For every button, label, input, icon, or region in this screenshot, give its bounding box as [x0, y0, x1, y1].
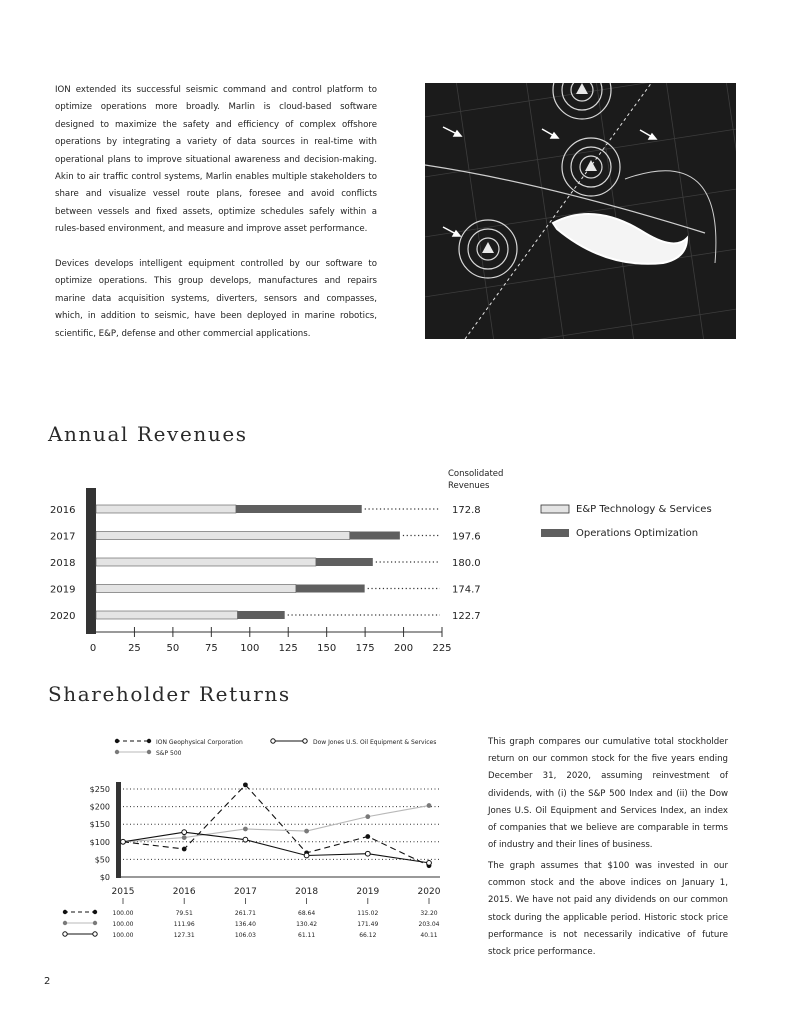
x-tick-label-2019: 2019: [356, 887, 380, 897]
bar-ep-2017: [96, 532, 350, 540]
y-tick-label-0: $0: [99, 873, 110, 882]
x-tick-label-125: 125: [278, 643, 298, 654]
y-tick-label-100: $100: [89, 837, 110, 847]
x-tick-label-200: 200: [394, 643, 414, 654]
point-ion-2017: [243, 782, 248, 787]
returns-description-paragraph: This graph compares our cumulative total stockholder return on our common stock for the five years ending December 31, 2020, assuming reinvestment of dividends, with (i) the S&P 500 Index and (ii) the Dow Jones U.S. Oil Equipment and Services Index, an index of companies that we believe are comparable in terms of industry and their lines of business.: [488, 737, 728, 851]
y-tick-label-50: $50: [94, 855, 110, 865]
shareholder-returns-title: Shareholder Returns: [48, 682, 291, 706]
x-tick-label-2015: 2015: [111, 887, 135, 897]
legend-dowjones: [271, 739, 437, 746]
x-tick-label-50: 50: [166, 643, 180, 654]
x-tick-label-225: 225: [432, 643, 452, 654]
table-cell-sp500-2020: 203.04: [418, 921, 440, 928]
table-cell-ion-2016: 79.51: [175, 910, 193, 917]
table-key-ion: [63, 910, 97, 914]
table-cell-dowjones-2015: 100.00: [112, 932, 134, 939]
legend-label-sp500: S&P 500: [156, 750, 182, 757]
series-line-ion: [123, 785, 429, 866]
total-label-2018: 180.0: [452, 558, 481, 569]
point-dowjones-2020: [427, 860, 432, 865]
legend-swatch-ep: [541, 505, 569, 513]
bar-ops-2019: [296, 585, 365, 593]
bar-ep-2020: [96, 611, 237, 619]
table-cell-ion-2018: 68.64: [298, 910, 316, 917]
table-cell-dowjones-2019: 66.12: [359, 932, 377, 939]
table-cell-ion-2020: 32.20: [420, 910, 438, 917]
intro-paragraph-devices: Devices develops intelligent equipment controlled by our software to optimize operations. This group develops, manufactures and repairs marine data acquisition systems, diverters, sensors and compasses, which, in addition to seismic, have been deployed in marine robotics, scientific, E&P, defense and other commercial applications.: [55, 259, 377, 339]
x-tick-label-175: 175: [355, 643, 375, 654]
table-cell-dowjones-2020: 40.11: [420, 932, 438, 939]
series-line-dowjones: [123, 832, 429, 863]
consolidated-label-line2: Revenues: [448, 481, 490, 491]
y-tick-label-150: $150: [89, 820, 110, 830]
legend-label-ion: ION Geophysical Corporation: [156, 739, 243, 746]
legend-ion: [115, 739, 243, 746]
year-label-2019: 2019: [50, 584, 76, 596]
bar-ops-2017: [350, 532, 400, 540]
x-tick-label-2018: 2018: [295, 887, 319, 897]
table-cell-ion-2015: 100.00: [112, 910, 134, 917]
x-tick-label-2020: 2020: [417, 887, 441, 897]
point-sp500-2016: [182, 835, 187, 840]
legend-label-ops: Operations Optimization: [576, 528, 699, 539]
x-tick-label-25: 25: [128, 643, 141, 654]
annual-revenues-title: Annual Revenues: [48, 422, 248, 446]
point-sp500-2017: [243, 827, 248, 832]
point-sp500-2018: [304, 829, 309, 834]
consolidated-label-line1: Consolidated: [448, 469, 504, 479]
legend-label-dowjones: Dow Jones U.S. Oil Equipment & Services: [313, 739, 437, 746]
table-key-dowjones: [63, 932, 97, 936]
shareholder-returns-chart: [0, 728, 470, 948]
point-ion-2019: [365, 834, 370, 839]
table-cell-dowjones-2017: 106.03: [234, 932, 256, 939]
point-dowjones-2016: [182, 830, 187, 835]
table-cell-sp500-2019: 171.49: [357, 921, 379, 928]
legend-swatch-ops: [541, 529, 569, 537]
point-sp500-2020: [427, 803, 432, 808]
annual-revenues-chart: [0, 460, 786, 660]
bar-ops-2020: [237, 611, 284, 619]
total-label-2016: 172.8: [452, 505, 481, 516]
x-tick-label-100: 100: [240, 643, 260, 654]
table-cell-ion-2019: 115.02: [357, 910, 379, 917]
legend-label-ep: E&P Technology & Services: [576, 504, 712, 515]
point-dowjones-2018: [304, 853, 309, 858]
bar-ep-2019: [96, 585, 296, 593]
table-key-sp500: [63, 921, 97, 925]
table-cell-sp500-2015: 100.00: [112, 921, 134, 928]
table-cell-ion-2017: 261.71: [234, 910, 256, 917]
table-cell-sp500-2018: 130.42: [296, 921, 318, 928]
total-label-2017: 197.6: [452, 531, 481, 543]
y-tick-label-200: $200: [89, 802, 110, 812]
revenue-axis-bar: [86, 488, 96, 634]
table-cell-sp500-2017: 136.40: [234, 921, 256, 928]
returns-assumption-paragraph: The graph assumes that $100 was invested in our common stock and the above indices on January 1, 2015. We have not paid any dividends on our common stock during the applicable period. Historic stock price performance is not necessarily indicative of future stock price performance.: [488, 861, 728, 958]
legend-sp500: [115, 750, 182, 757]
year-label-2016: 2016: [50, 505, 76, 516]
x-tick-label-0: 0: [89, 643, 97, 654]
table-cell-sp500-2016: 111.96: [173, 921, 195, 928]
page-number: 2: [44, 976, 51, 987]
year-label-2020: 2020: [50, 611, 76, 622]
intro-paragraph-marlin: ION extended its successful seismic command and control platform to optimize operations more broadly. Marlin is cloud-based software designed to maximize the safety and efficiency of complex offshore operations by integrating a variety of data sources in real-time with operational plans to improve situational awareness and decision-making. Akin to air traffic control systems, Marlin enables multiple stakeholders to share and visualize vessel route plans, foresee and avoid conflicts between vessels and fixed assets, optimize schedules safely within a rules-based environment, and measure and improve asset performance.: [55, 85, 377, 235]
x-tick-label-2016: 2016: [172, 887, 196, 897]
marine-operations-map-image: [425, 83, 736, 339]
point-ion-2016: [182, 847, 187, 852]
bar-ep-2016: [96, 505, 236, 513]
y-tick-label-250: $250: [89, 785, 110, 794]
x-tick-label-75: 75: [204, 643, 218, 654]
series-line-sp500: [123, 806, 429, 842]
point-sp500-2019: [365, 814, 370, 819]
total-label-2019: 174.7: [452, 584, 481, 596]
year-label-2018: 2018: [50, 558, 76, 569]
x-tick-label-2017: 2017: [233, 887, 257, 897]
bar-ops-2016: [236, 505, 362, 513]
total-label-2020: 122.7: [452, 611, 481, 622]
x-tick-label-150: 150: [317, 643, 337, 654]
point-dowjones-2015: [121, 839, 126, 844]
point-dowjones-2017: [243, 837, 248, 842]
point-dowjones-2019: [365, 851, 370, 856]
returns-axis-bar: [116, 782, 121, 878]
table-cell-dowjones-2016: 127.31: [173, 932, 195, 939]
bar-ep-2018: [96, 558, 316, 566]
bar-ops-2018: [316, 558, 373, 566]
table-cell-dowjones-2018: 61.11: [298, 932, 316, 939]
year-label-2017: 2017: [50, 531, 76, 543]
